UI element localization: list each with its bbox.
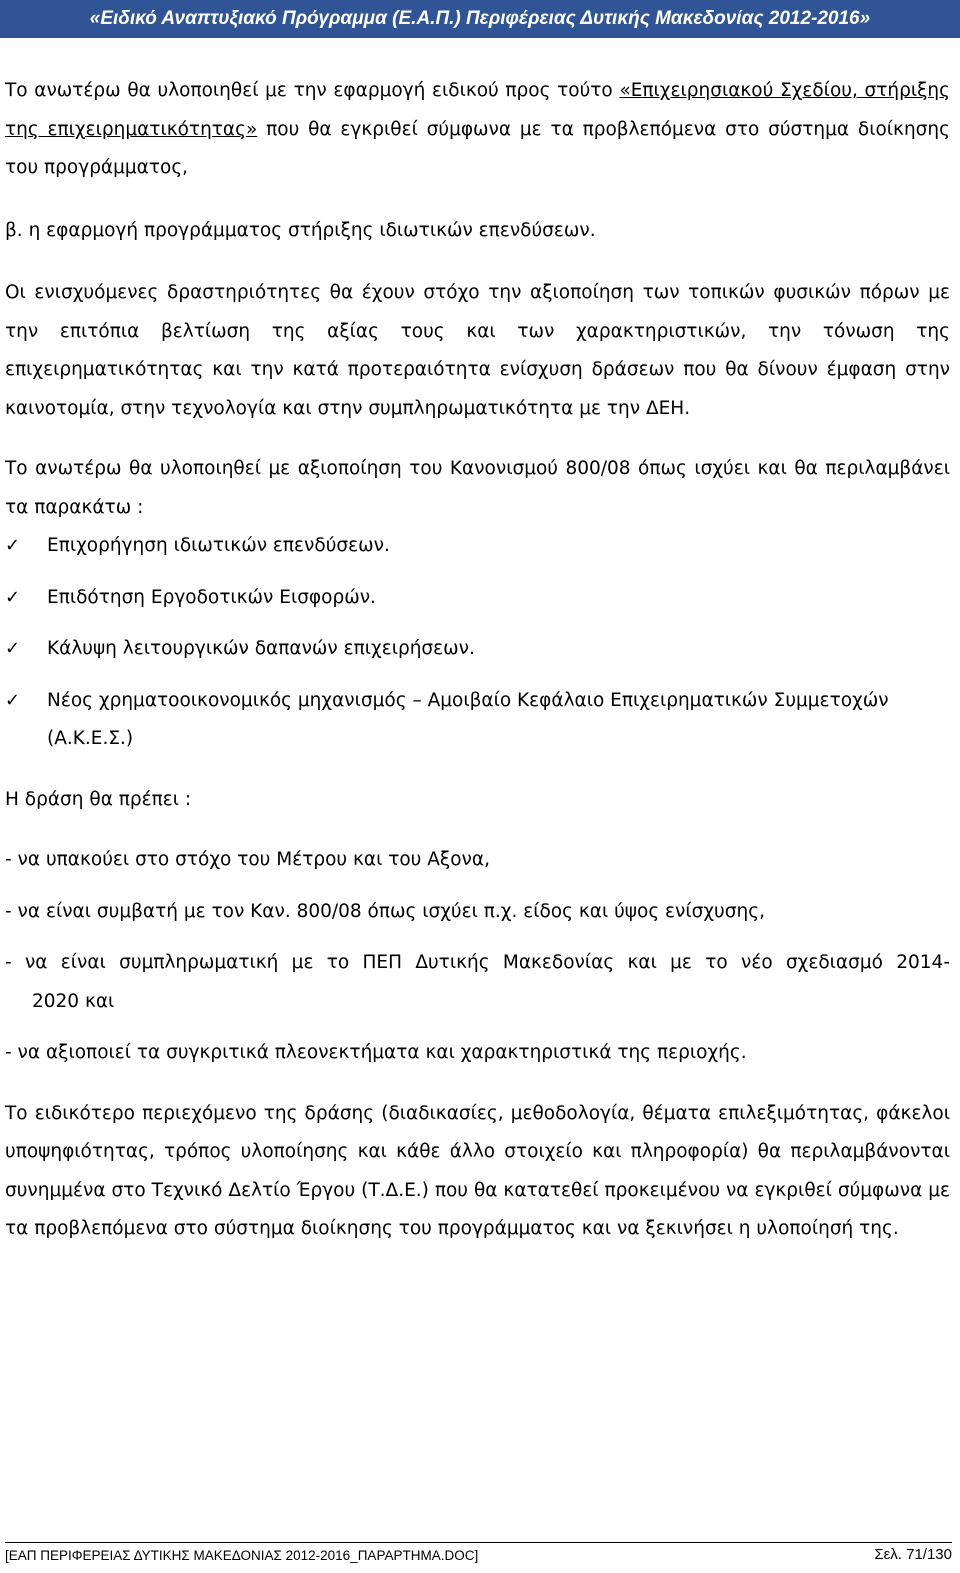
- footer-page-number: Σελ. 71/130: [874, 1546, 952, 1563]
- requirement-text: - να αξιοποιεί τα συγκριτικά πλεονεκτήματα και χαρακτηριστικά της περιοχής.: [5, 1042, 747, 1063]
- document-body: [5, 72, 950, 1249]
- measures-checklist: [5, 527, 950, 759]
- activities-paragraph: Οι ενισχυόμενες δραστηριότητες θα έχουν στόχο την αξιοποίηση των τοπικών φυσικών πόρων με την επιτόπια βελτίωση της αξίας τους και των χαρακτηριστικών, την τόνωση της επιχειρηματικότητας και την κατά προτεραιότητα ενίσχυση δράσεων που θα δίνουν έμφαση στην καινοτομία, στην τεχνολογία και στην συμπληρωματικότητα με την ΔΕΗ.: [5, 282, 950, 419]
- check-mark-icon: ✓: [5, 535, 21, 556]
- checklist-item: [5, 527, 950, 566]
- content-paragraph: Το ειδικότερο περιεχόμενο της δράσης (διαδικασίες, μεθοδολογία, θέματα επιλεξιμότητας, φάκελοι υποψηφιότητας, τρόπος υλοποίησης και κάθε άλλο στοιχείο και πληροφορία) θα περιλαμβάνονται συνημμένα στο Τεχνικό Δελτίο Έργου (Τ.Δ.Ε.) που θα κατατεθεί προκειμένου να εγκριθεί σύμφωνα με τα προβλεπόμενα στο σύστημα διοίκησης του προγράμματος και να ξεκινήσει η υλοποίησή της.: [5, 1102, 950, 1239]
- checklist-item-text: Επιδότηση Εργοδοτικών Εισφορών.: [47, 586, 376, 608]
- checklist-item-text: Κάλυψη λειτουργικών δαπανών επιχειρήσεων.: [47, 638, 475, 659]
- requirement-text: - να υπακούει στο στόχο του Μέτρου και του Αξονα,: [5, 849, 490, 870]
- item-b-paragraph: β. η εφαρμογή προγράμματος στήριξης ιδιωτικών επενδύσεων.: [5, 219, 596, 241]
- requirement-continuation-text: 2020 και: [32, 990, 115, 1012]
- requirement-item: [5, 893, 950, 932]
- requirement-item-continuation: [5, 983, 950, 1022]
- requirement-text: - να είναι συμβατή με τον Καν. 800/08 όπως ισχύει π.χ. είδος και ύψος ενίσχυσης,: [5, 900, 765, 922]
- checklist-item-text: Νέος χρηματοοικονομικός μηχανισμός – Αμοιβαίο Κεφάλαιο Επιχειρηματικών Συμμετοχών (Α.Κ.Ε.Σ.): [47, 689, 889, 749]
- intro-text-start: Το ανωτέρω θα υλοποιηθεί με την εφαρμογή ειδικού προς τούτο: [5, 80, 620, 101]
- requirements-heading: Η δράση θα πρέπει :: [5, 788, 192, 810]
- requirements-list: [5, 841, 950, 1073]
- page-header-banner: [0, 0, 960, 38]
- footer-divider: [5, 1542, 952, 1543]
- checklist-item: [5, 579, 950, 618]
- check-mark-icon: ✓: [5, 689, 21, 711]
- footer-document-label: [ΕΑΠ ΠΕΡΙΦΕΡΕΙΑΣ ΔΥΤΙΚΗΣ ΜΑΚΕΔΟΝΙΑΣ 2012-2016_ΠΑΡΑΡΤΗΜΑ.DOC]: [5, 1548, 479, 1563]
- requirement-item: [5, 841, 950, 880]
- intro-text-end: που θα εγκριθεί σύμφωνα με τα προβλεπόμενα στο σύστημα διοίκησης του προγράμματος,: [5, 118, 950, 178]
- requirement-text: - να είναι συμπληρωματική με το ΠΕΠ Δυτικής Μακεδονίας και με το νέο σχεδιασμό 2014-: [5, 952, 950, 973]
- checklist-item: [5, 682, 950, 759]
- requirement-item: [5, 1034, 950, 1073]
- regulation-paragraph: Το ανωτέρω θα υλοποιηθεί με αξιοποίηση του Κανονισμού 800/08 όπως ισχύει και θα περιλαμβάνει τα παρακάτω :: [5, 458, 950, 518]
- header-title: «Ειδικό Αναπτυξιακό Πρόγραμμα (Ε.Α.Π.) Περιφέρειας Δυτικής Μακεδονίας 2012-2016»: [89, 8, 871, 29]
- intro-paragraph: [5, 72, 950, 188]
- requirement-item: [5, 944, 950, 983]
- check-mark-icon: ✓: [5, 638, 21, 659]
- check-mark-icon: ✓: [5, 586, 21, 608]
- intro-underlined-plan: «Επιχειρησιακού Σχεδίου, στήριξης της επιχειρηματικότητας»: [5, 80, 950, 140]
- checklist-item-text: Επιχορήγηση ιδιωτικών επενδύσεων.: [47, 535, 390, 556]
- checklist-item: [5, 630, 950, 669]
